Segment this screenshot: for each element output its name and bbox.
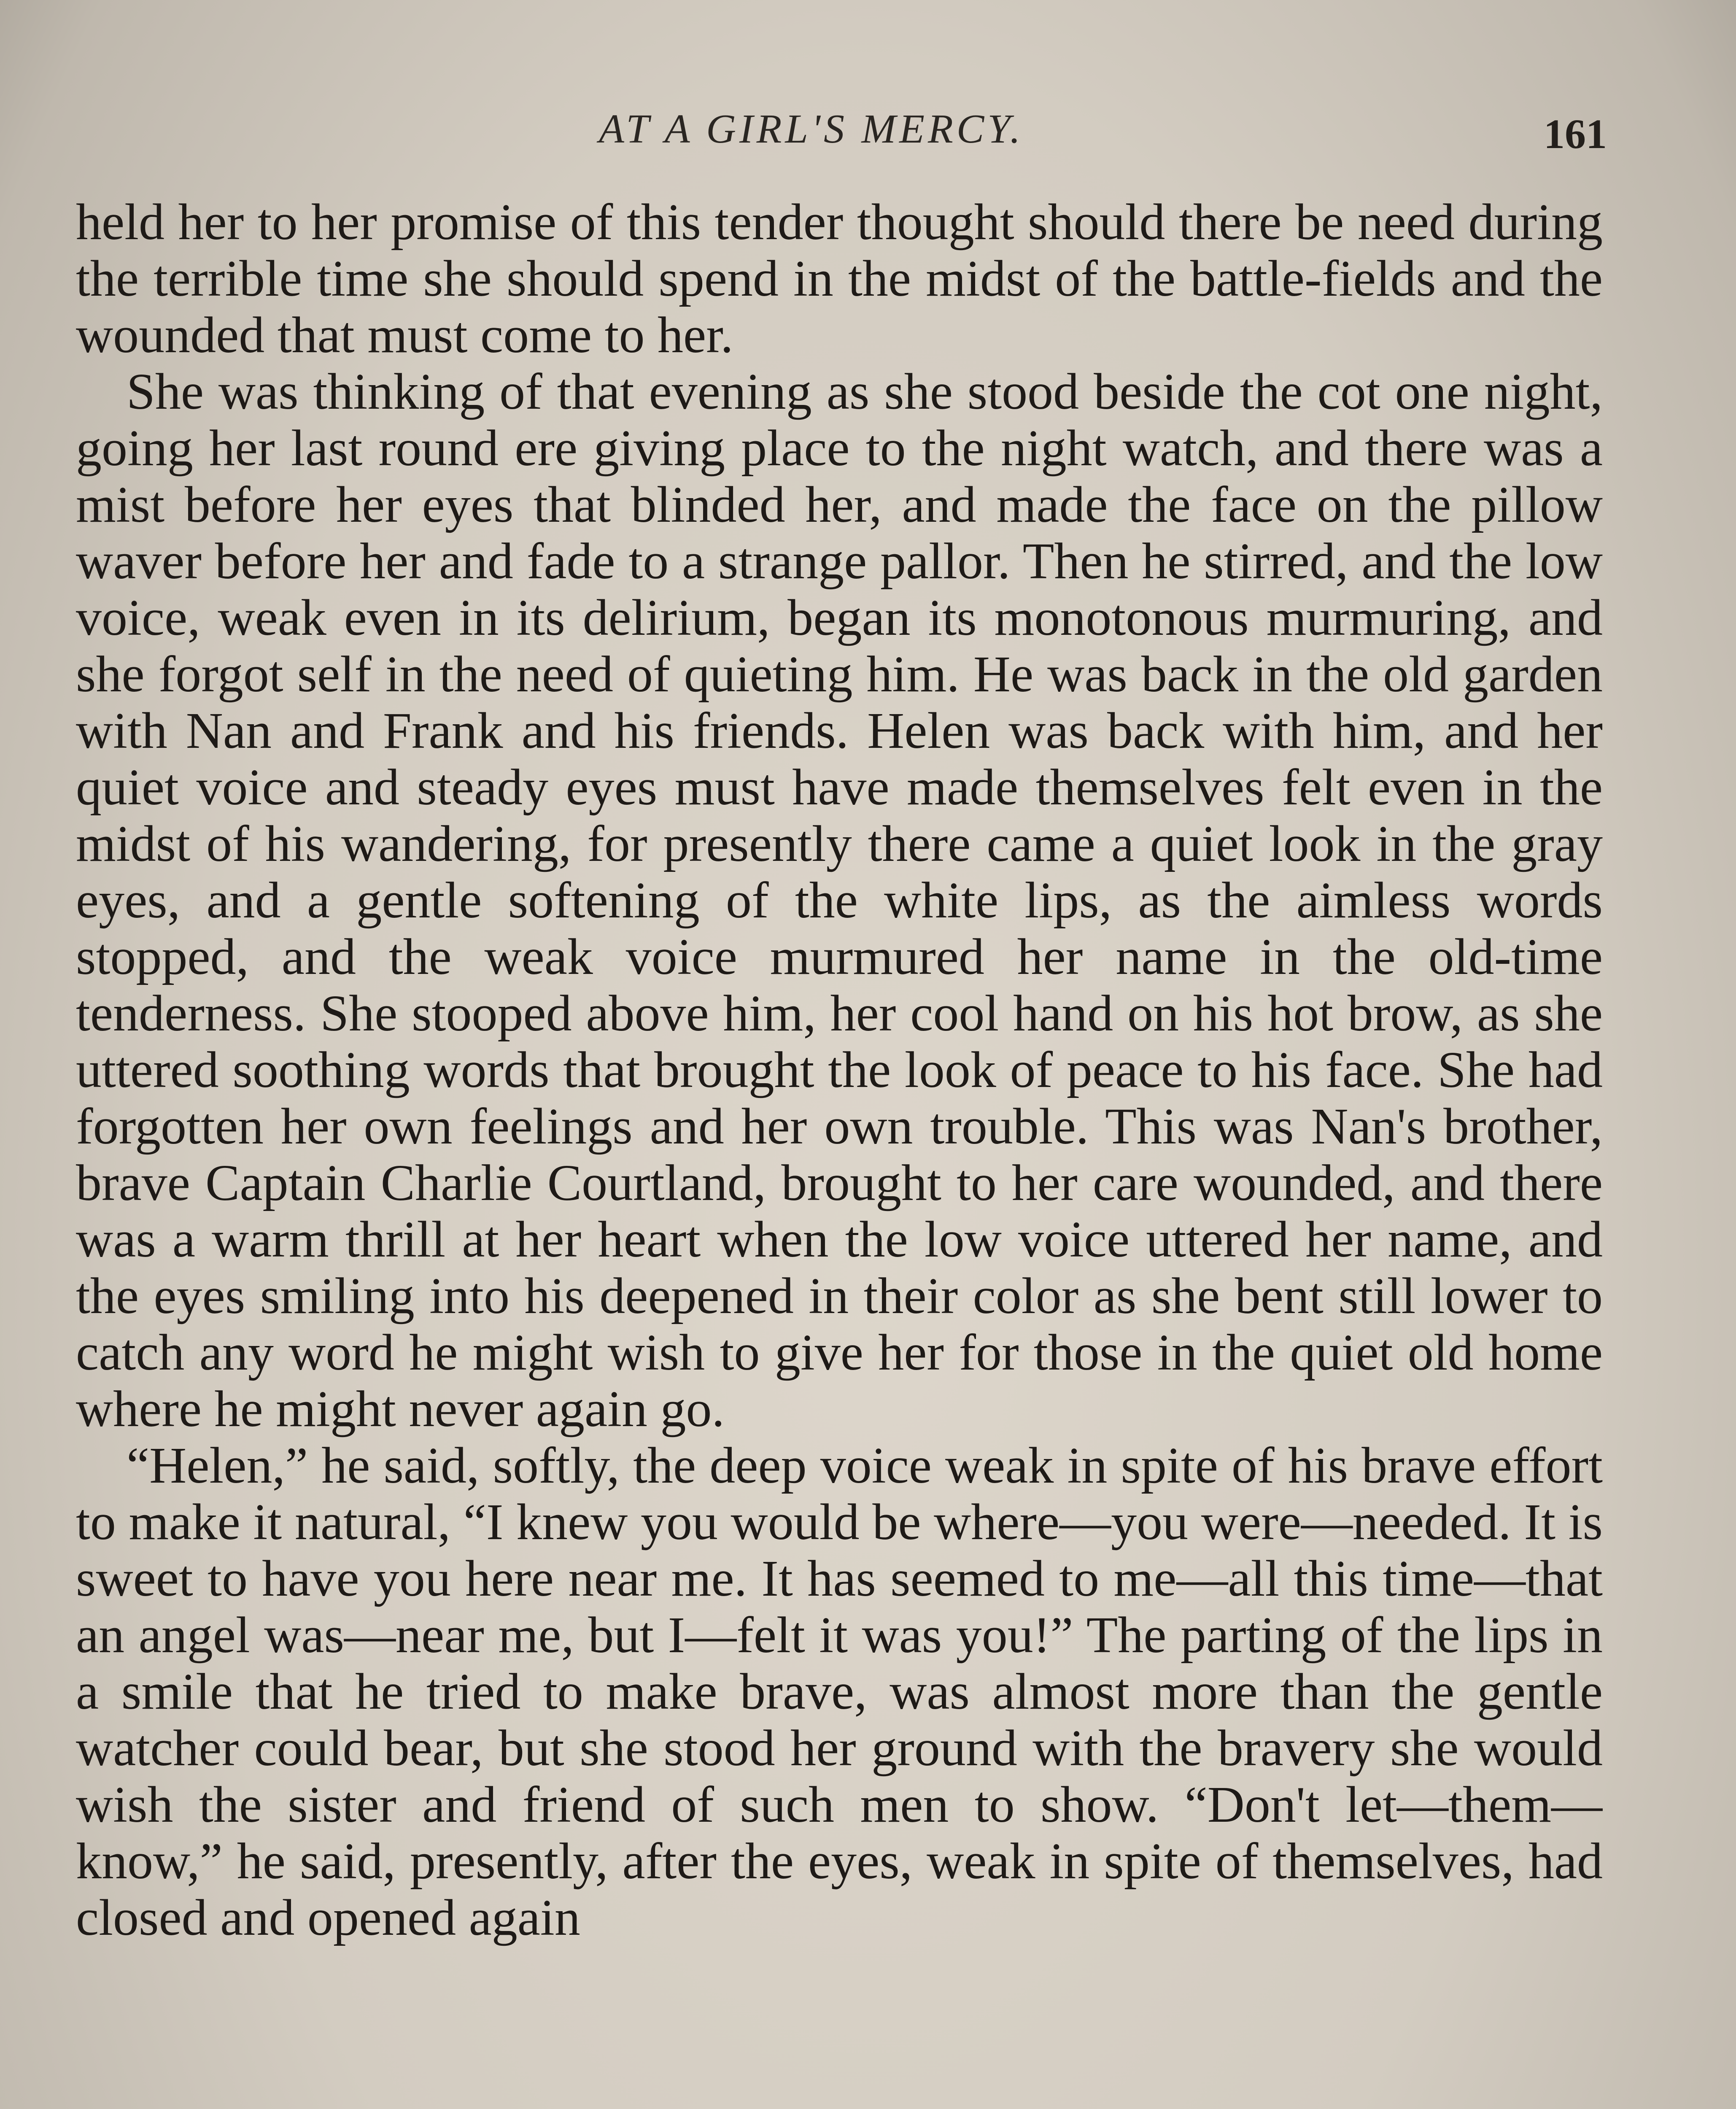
paragraph: She was thinking of that evening as she stood beside the cot one night, going her last round ere giving place to the night watch, and there was a mist before her eyes that blinded her, and made the face on the pillow waver before her and fade to a strange pallor. Then he stirred, and the low voice, weak even in its delirium, began its monotonous murmuring, and she forgot self in the need of quieting him. He was back in the old garden with Nan and Frank and his friends. Helen was back with him, and her quiet voice and steady eyes must have made themselves felt even in the midst of his wandering, for presently there came a quiet look in the gray eyes, and a gentle softening of the white lips, as the aimless words stopped, and the weak voice murmured her name in the old-time tenderness. She stooped above him, her cool hand on his hot brow, as she uttered soothing words that brought the look of peace to his face. She had forgotten her own feelings and her own trouble. This was Nan's brother, brave Captain Charlie Courtland, brought to her care wounded, and there was a warm thrill at her heart when the low voice uttered her name, and the eyes smiling into his deepened in their color as she bent still lower to catch any word he might wish to give her for those in the quiet old home where he might never again go.: [76, 363, 1603, 1437]
body-text: [76, 194, 1603, 2109]
running-head: [0, 105, 1736, 173]
page-number: 161: [1544, 111, 1607, 157]
paragraph-continued: held her to her promise of this tender thought should there be need during the terrible time she should spend in the midst of the battle-fields and the wounded that must come to her.: [76, 194, 1603, 364]
paragraph: “Helen,” he said, softly, the deep voice weak in spite of his brave effort to make it natural, “I knew you would be where—you were—needed. It is sweet to have you here near me. It has seemed to me—all this time—that an angel was—near me, but I—felt it was you!” The parting of the lips in a smile that he tried to make brave, was almost more than the gentle watcher could bear, but she stood her ground with the bravery she would wish the sister and friend of such men to show. “Don't let—them—know,” he said, presently, after the eyes, weak in spite of themselves, had closed and opened again: [76, 1437, 1603, 1946]
running-title: AT A GIRL'S MERCY.: [599, 106, 1024, 152]
